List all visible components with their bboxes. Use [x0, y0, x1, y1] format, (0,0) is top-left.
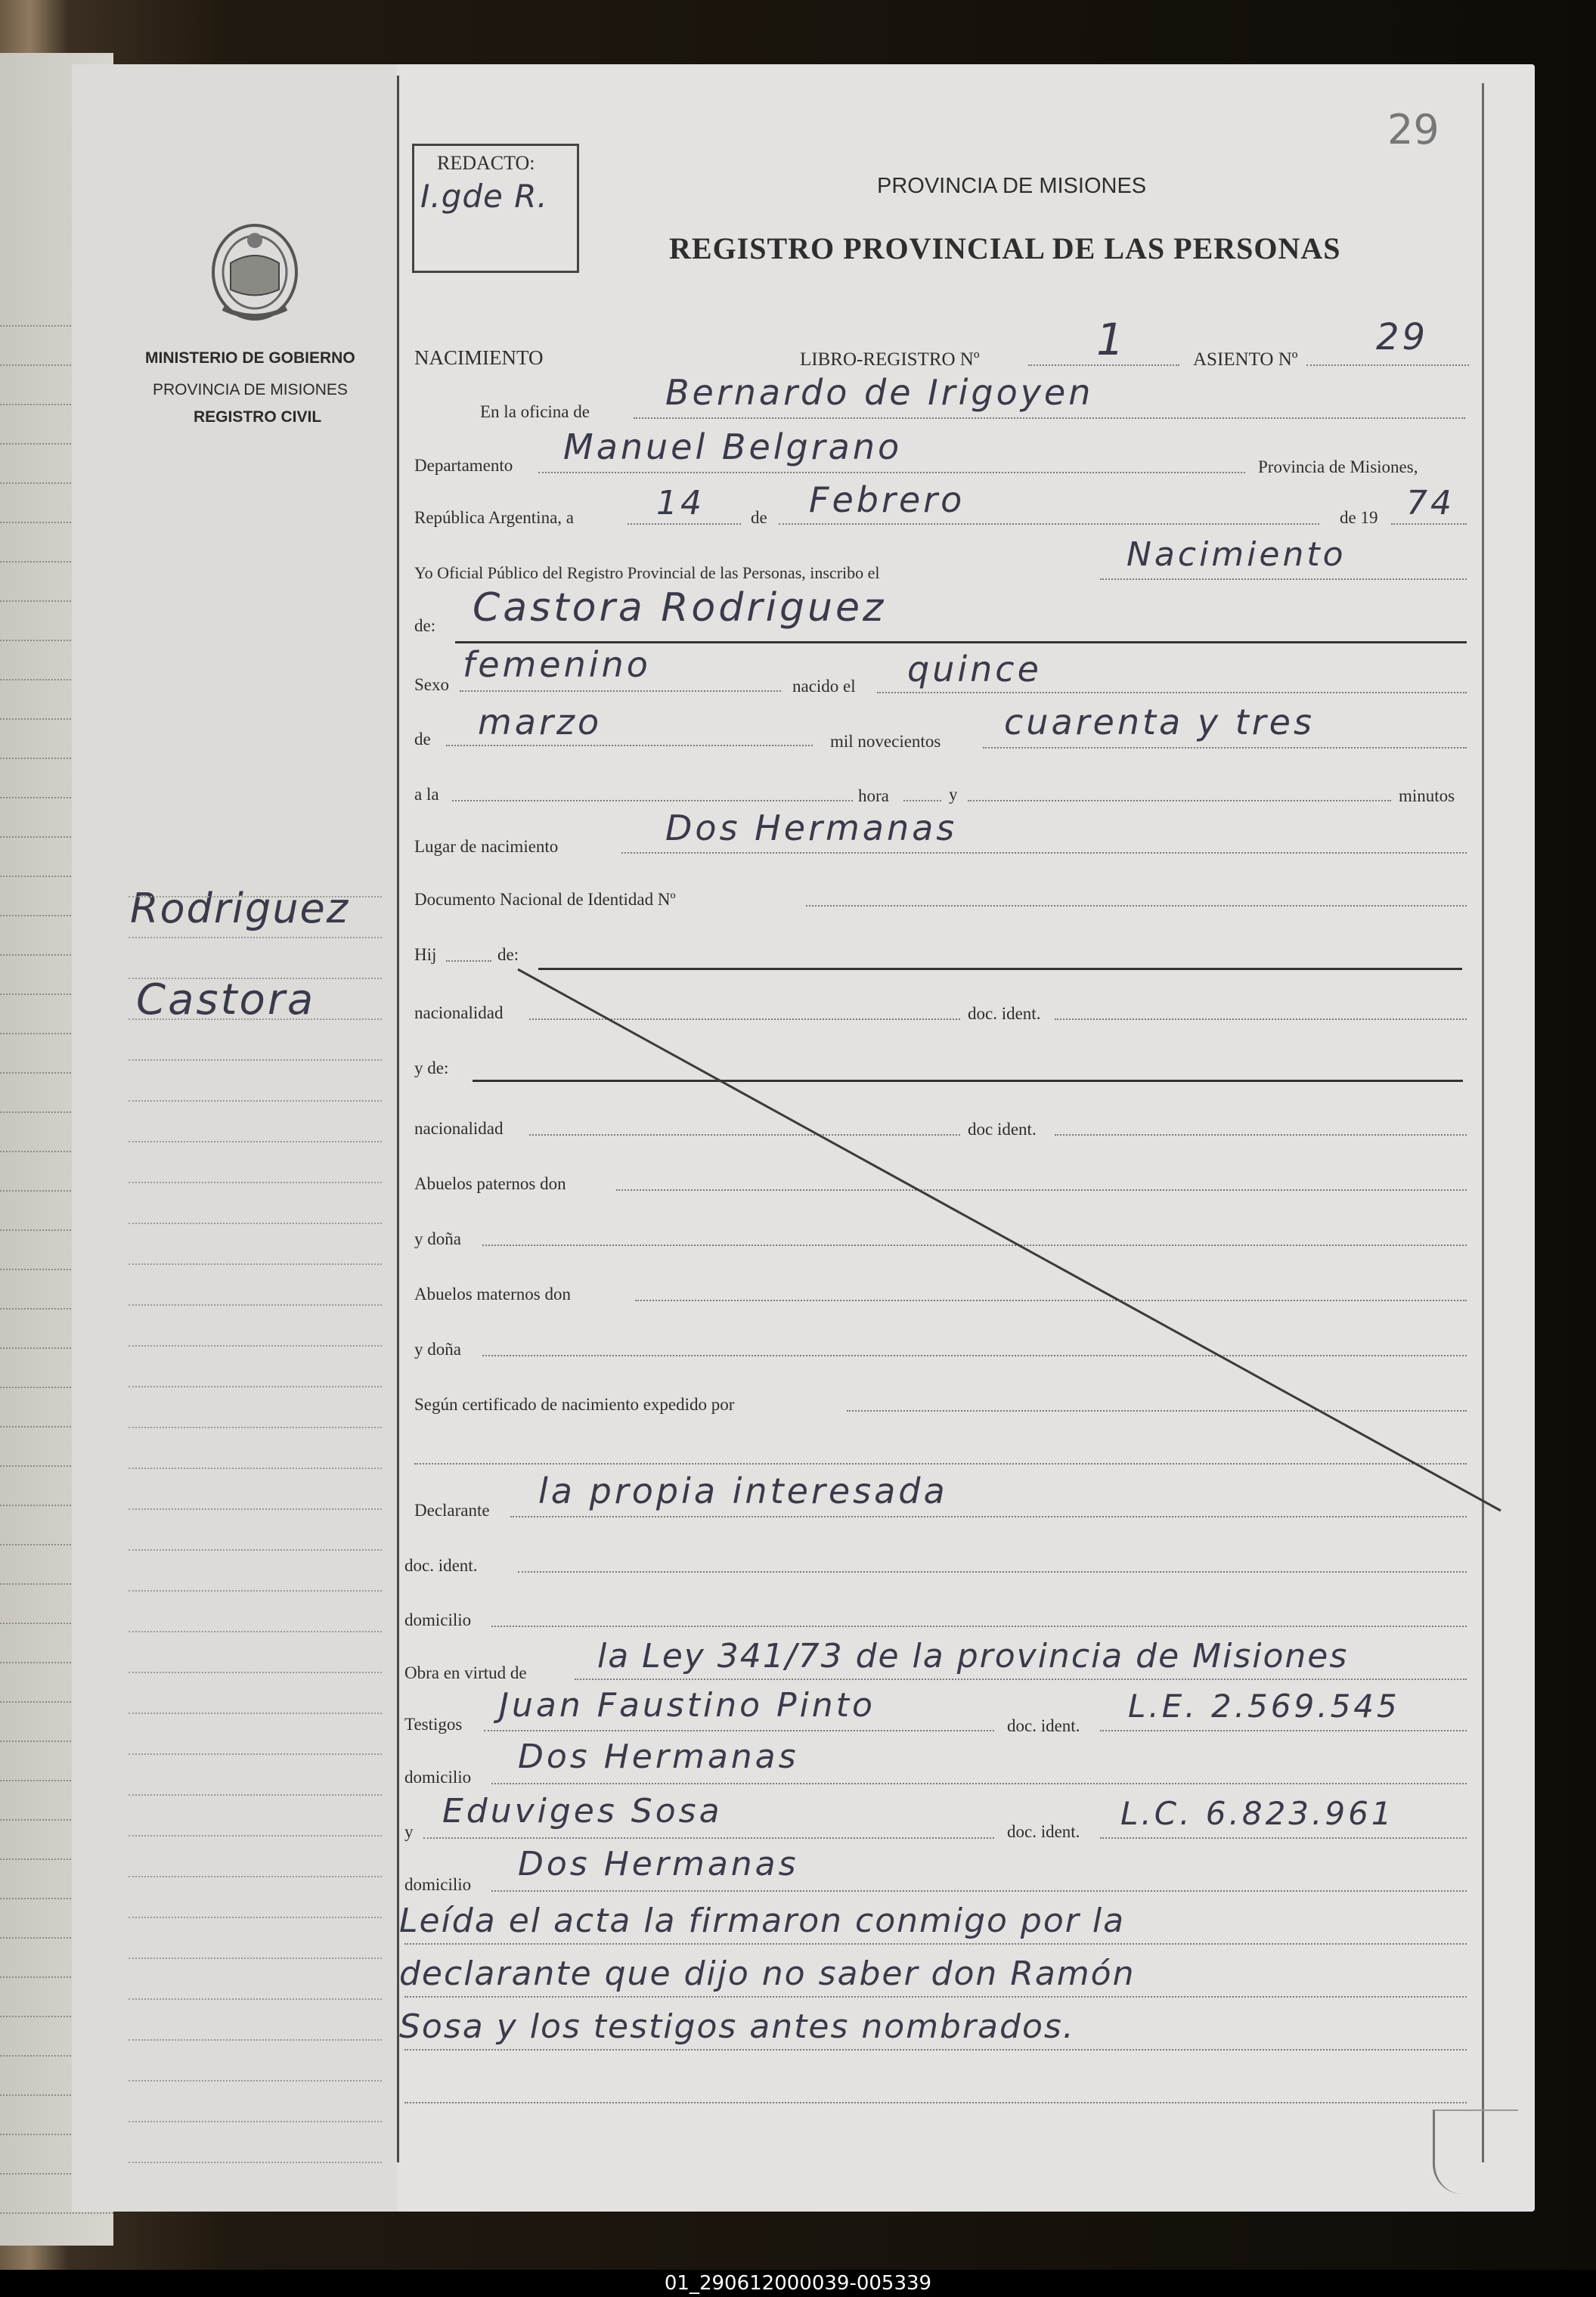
header-province: PROVINCIA DE MISIONES: [877, 174, 1147, 198]
testigo1-doc-dots: [1100, 1730, 1467, 1731]
page-title: REGISTRO PROVINCIAL DE LAS PERSONAS: [669, 231, 1341, 265]
y-label: y: [949, 785, 958, 804]
dni-label: Documento Nacional de Identidad Nº: [414, 890, 676, 909]
minutos-label: minutos: [1399, 786, 1455, 805]
yde-label: y de:: [414, 1059, 449, 1077]
note-line-3: Sosa y los testigos antes nombrados.: [399, 2007, 1075, 2046]
year-value: 74: [1406, 484, 1455, 522]
stub-registry: REGISTRO CIVIL: [194, 408, 322, 426]
testigo1-doc: L.E. 2.569.545: [1128, 1688, 1400, 1725]
page-corner-fold: [1433, 2109, 1518, 2194]
month-value: Febrero: [809, 479, 965, 520]
note-line-2: declarante que dijo no saber don Ramón: [399, 1954, 1136, 1993]
name-value: Castora Rodriguez: [473, 585, 887, 631]
inscribo-value: Nacimiento: [1126, 535, 1347, 574]
testigo2-dots: [423, 1837, 994, 1839]
obra-value: la Ley 341/73 de la provincia de Misiones: [597, 1637, 1349, 1675]
departamento-value: Manuel Belgrano: [563, 426, 903, 467]
abuelos-paternos-label: Abuelos paternos don: [414, 1174, 566, 1193]
ydona2-label: y doña: [414, 1340, 461, 1359]
inscribo-label: Yo Oficial Público del Registro Provincial de las Personas, inscribo el: [414, 563, 880, 582]
oficina-label: En la oficina de: [480, 402, 590, 421]
docident4-label: doc. ident.: [1007, 1716, 1080, 1735]
nacido-label: nacido el: [792, 677, 856, 696]
obra-dots: [575, 1679, 1467, 1680]
ala-label: a la: [414, 785, 439, 804]
domicilio3-value: Dos Hermanas: [518, 1845, 799, 1883]
docident-label: doc. ident.: [968, 1004, 1041, 1023]
mil-label: mil novecientos: [830, 732, 941, 751]
month-de-label: de: [751, 508, 767, 527]
year2-value: cuarenta y tres: [1004, 702, 1315, 742]
domicilio2-value: Dos Hermanas: [518, 1737, 799, 1776]
segun-label: Según certificado de nacimiento expedido por: [414, 1395, 735, 1414]
stub-given-name: Castora: [136, 975, 316, 1025]
section-label: NACIMIENTO: [414, 346, 544, 369]
stub-ministry: MINISTERIO DE GOBIERNO: [145, 349, 355, 367]
year-label: de 19: [1340, 508, 1378, 527]
docident3-label: doc. ident.: [404, 1556, 478, 1575]
note-line-1: Leída el acta la firmaron conmigo por la: [399, 1902, 1126, 1940]
ydona-label: y doña: [414, 1229, 461, 1248]
stub-surname: Rodriguez: [130, 885, 350, 932]
docident5-label: doc. ident.: [1007, 1822, 1080, 1841]
de-name-label: de:: [414, 616, 436, 635]
declarante-label: Declarante: [414, 1501, 490, 1520]
docident3-dots: [518, 1571, 1467, 1573]
departamento-label: Departamento: [414, 456, 513, 475]
y2-label: y: [404, 1822, 414, 1841]
hora-label: hora: [858, 786, 889, 805]
image-id-caption: 01_290612000039-005339: [0, 2270, 1596, 2297]
sexo-label: Sexo: [414, 675, 449, 694]
hij-label: Hij: [414, 945, 437, 964]
declarante-value: la propia interesada: [538, 1471, 948, 1511]
asiento-value: 29: [1376, 316, 1429, 358]
lugar-label: Lugar de nacimiento: [414, 837, 559, 856]
declarante-dots: [510, 1516, 1467, 1517]
page-number: 29: [1387, 106, 1439, 153]
obra-label: Obra en virtud de: [404, 1663, 527, 1682]
de3-label: de:: [497, 945, 519, 964]
lugar-value: Dos Hermanas: [665, 808, 958, 848]
nacionalidad-label: nacionalidad: [414, 1003, 504, 1022]
domicilio3-dots: [491, 1890, 1467, 1892]
oficina-value: Bernardo de Irigoyen: [665, 372, 1094, 413]
domicilio3-label: domicilio: [404, 1875, 472, 1894]
domicilio2-dots: [491, 1783, 1467, 1784]
provincia-suffix: Provincia de Misiones,: [1258, 457, 1418, 476]
testigo1-dots: [484, 1730, 994, 1731]
note-line3-dots: [404, 2049, 1467, 2051]
docident2-label: doc ident.: [968, 1120, 1037, 1139]
republica-label: República Argentina, a: [414, 508, 574, 527]
domicilio2-label: domicilio: [404, 1768, 472, 1787]
redacto-value: I.gde R.: [420, 178, 548, 215]
de2-label: de: [414, 730, 431, 749]
nacionalidad2-label: nacionalidad: [414, 1119, 504, 1138]
stub-province: PROVINCIA DE MISIONES: [153, 381, 348, 398]
libro-label: LIBRO-REGISTRO Nº: [800, 349, 980, 370]
testigo1-value: Juan Faustino Pinto: [499, 1686, 875, 1725]
day-value: 14: [656, 484, 705, 522]
note-line4-dots: [404, 2102, 1467, 2103]
testigo2-doc: L.C. 6.823.961: [1120, 1795, 1395, 1832]
abuelos-maternos-label: Abuelos maternos don: [414, 1285, 571, 1303]
note-line2-dots: [404, 1996, 1467, 1998]
libro-value: 1: [1096, 314, 1127, 365]
month2-value: marzo: [478, 702, 603, 742]
note-line1-dots: [404, 1943, 1467, 1945]
testigo2-doc-dots: [1100, 1837, 1467, 1839]
sexo-value: femenino: [463, 644, 651, 685]
testigos-label: Testigos: [404, 1715, 463, 1734]
domicilio-label: domicilio: [404, 1610, 472, 1629]
redacto-label: REDACTO:: [437, 152, 535, 174]
domicilio-dots: [491, 1626, 1467, 1627]
testigo2-value: Eduviges Sosa: [442, 1792, 723, 1830]
nacido-value: quince: [907, 649, 1042, 690]
asiento-label: ASIENTO Nº: [1193, 349, 1298, 370]
